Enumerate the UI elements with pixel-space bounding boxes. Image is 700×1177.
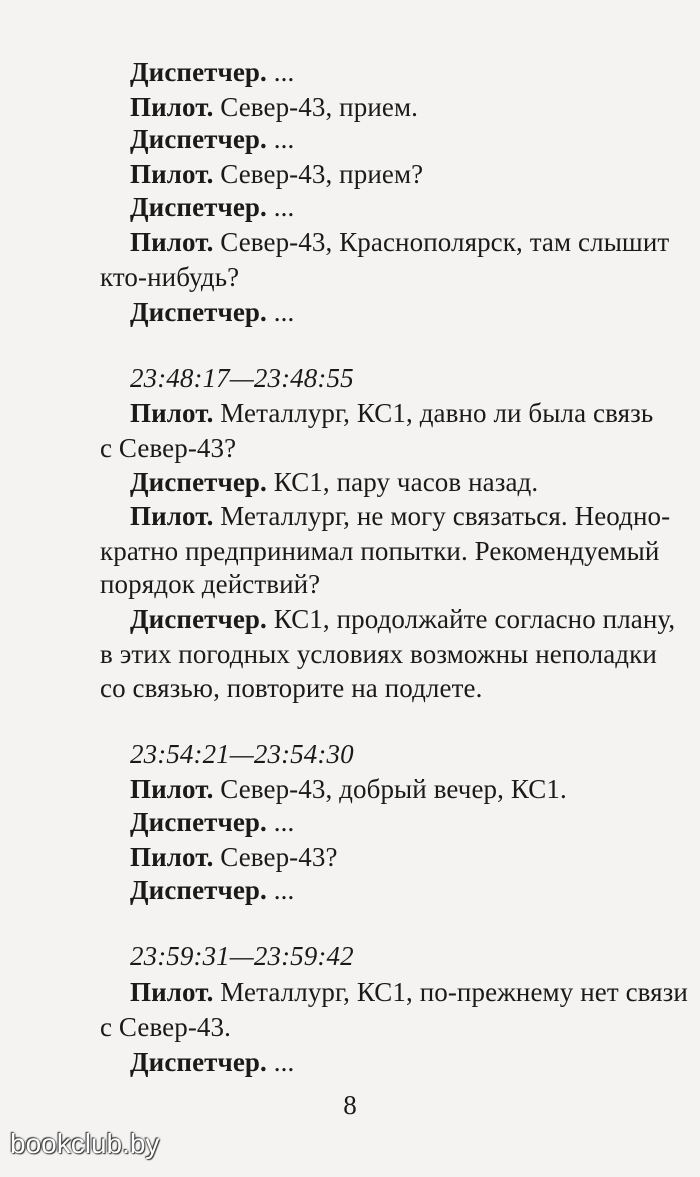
- dialogue-line: Диспетчер. ...: [130, 192, 295, 222]
- timestamp: 23:59:31—23:59:42: [130, 941, 354, 971]
- dialogue-line: Диспетчер. ...: [130, 807, 295, 837]
- dialogue-line: порядок действий?: [100, 569, 321, 599]
- dialogue-line: Пилот. Север-43, Краснополярск, там слышит: [130, 227, 670, 257]
- dialogue-line: Диспетчер. ...: [130, 1047, 295, 1077]
- dialogue-line: Диспетчер. КС1, продолжайте согласно плану,: [130, 604, 676, 634]
- dialogue-line: Пилот. Север-43, прием.: [130, 92, 418, 122]
- dialogue-line: Диспетчер. ...: [130, 57, 295, 87]
- dialogue-line: с Север-43.: [100, 1012, 231, 1042]
- dialogue-line: со связью, повторите на подлете.: [100, 673, 483, 703]
- watermark: bookclub.by: [10, 1128, 160, 1159]
- dialogue-line: Диспетчер. ...: [130, 124, 295, 154]
- dialogue-line: Диспетчер. КС1, пару часов назад.: [130, 467, 539, 497]
- dialogue-line: Пилот. Металлург, КС1, по-прежнему нет связи: [130, 977, 688, 1007]
- dialogue-line: Пилот. Металлург, КС1, давно ли была связь: [130, 398, 654, 428]
- timestamp: 23:54:21—23:54:30: [130, 739, 354, 769]
- dialogue-line: Диспетчер. ...: [130, 875, 295, 905]
- dialogue-line: кратно предпринимал попытки. Рекомендуемый: [100, 536, 660, 566]
- dialogue-line: Пилот. Металлург, не могу связаться. Неодно-: [130, 501, 671, 531]
- dialogue-line: Пилот. Север-43, прием?: [130, 159, 424, 189]
- dialogue-line: в этих погодных условиях возможны неполадки: [100, 639, 657, 669]
- dialogue-line: Диспетчер. ...: [130, 297, 295, 327]
- dialogue-line: кто-нибудь?: [100, 262, 240, 292]
- dialogue-line: с Север-43?: [100, 433, 237, 463]
- dialogue-line: Пилот. Север-43?: [130, 842, 338, 872]
- timestamp: 23:48:17—23:48:55: [130, 363, 354, 393]
- dialogue-line: Пилот. Север-43, добрый вечер, КС1.: [130, 774, 567, 804]
- page-number: 8: [343, 1090, 357, 1120]
